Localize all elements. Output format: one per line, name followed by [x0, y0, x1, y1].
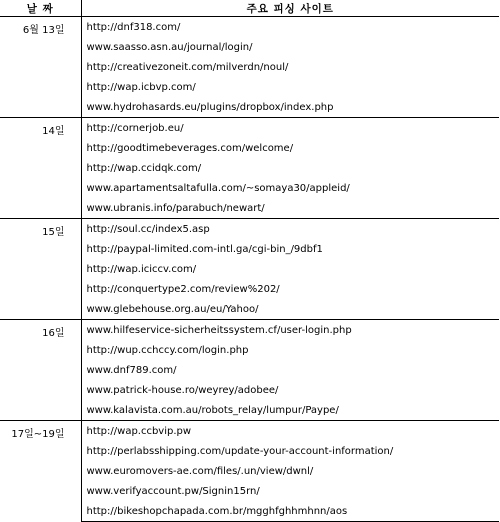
site-url: http://goodtimebeverages.com/welcome/ [86, 142, 294, 154]
site-column-header: 주요 피싱 사이트 [81, 0, 499, 17]
site-url: http://creativezoneit.com/milverdn/noul/ [86, 61, 289, 73]
site-url: http://wap.icbvp.com/ [86, 81, 196, 93]
table-row [0, 421, 499, 442]
table-header-row [0, 0, 499, 17]
site-url: http://wap.iciccv.com/ [86, 263, 197, 275]
date-column-header: 날 짜 [0, 0, 81, 17]
site-url: www.euromovers-ae.com/files/.un/view/dwnl/ [86, 465, 314, 477]
site-url: http://paypal-limited.com-intl.ga/cgi-bin_/9dbf1 [86, 243, 323, 255]
site-url: www.dnf789.com/ [86, 364, 177, 376]
site-url: http://perlabsshipping.com/update-your-account-information/ [86, 445, 394, 457]
site-url: www.glebehouse.org.au/eu/Yahoo/ [86, 303, 259, 315]
site-url: www.ubranis.info/parabuch/newart/ [86, 202, 265, 214]
date-cell: 17일~19일 [0, 421, 81, 522]
table-row [0, 320, 499, 341]
site-url: http://wap.ccidqk.com/ [86, 162, 202, 174]
site-url: http://bikeshopchapada.com.br/mgghfghhmhnn/aos [81, 501, 499, 522]
site-url: www.hydrohasards.eu/plugins/dropbox/index.php [86, 101, 334, 113]
date-cell: 6월 13일 [0, 17, 81, 118]
site-url: http://wup.cchccy.com/login.php [86, 344, 249, 356]
date-cell: 16일 [0, 320, 81, 421]
site-url: http://soul.cc/index5.asp [81, 219, 499, 240]
site-url: http://dnf318.com/ [81, 17, 499, 38]
site-url: www.patrick-house.ro/weyrey/adobee/ [86, 384, 279, 396]
site-url: www.kalavista.com.au/robots_relay/lumpur/Paype/ [86, 404, 339, 416]
date-cell: 15일 [0, 219, 81, 320]
site-url: www.apartamentsaltafulla.com/~somaya30/appleid/ [86, 182, 350, 194]
site-url: http://conquertype2.com/review%202/ [86, 283, 280, 295]
table-row [0, 17, 499, 38]
site-url: http://cornerjob.eu/ [81, 118, 499, 139]
site-url: www.verifyaccount.pw/Signin15rn/ [86, 485, 260, 497]
site-url: www.saasso.asn.au/journal/login/ [86, 41, 253, 53]
date-cell: 14일 [0, 118, 81, 219]
site-url: http://wap.ccbvip.pw [81, 421, 499, 442]
table-row [0, 118, 499, 139]
table-row [0, 219, 499, 240]
site-url: www.hilfeservice-sicherheitssystem.cf/user-login.php [81, 320, 499, 341]
